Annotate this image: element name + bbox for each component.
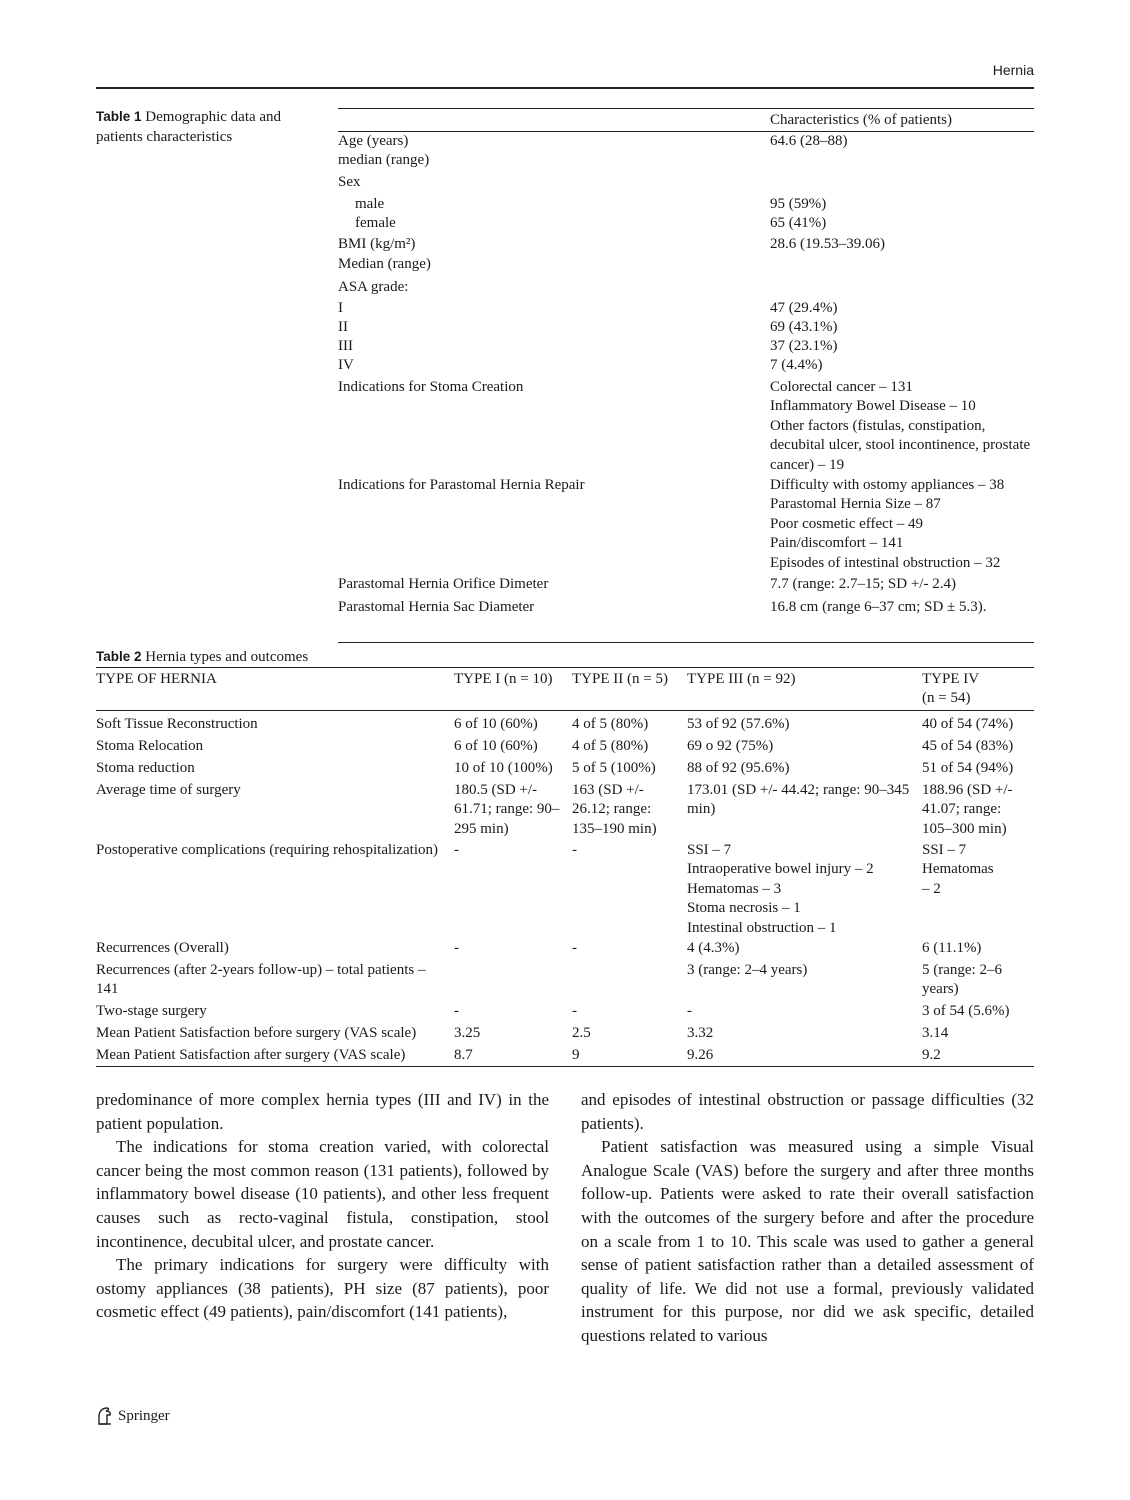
table2-row-cell: 3 of 54 (5.6%) — [922, 1003, 1010, 1019]
table2-row-cell: 3.25 — [454, 1025, 481, 1041]
table2-row — [96, 713, 1034, 735]
table2-row-cell: Soft Tissue Reconstruction — [96, 716, 258, 732]
table1-row-label: Indications for Stoma Creation — [338, 379, 524, 395]
table2-header-row — [96, 668, 1034, 711]
table2-row-cell: 9 — [572, 1047, 580, 1063]
table1-row-label: female — [355, 215, 396, 231]
table1-row-value: 7.7 (range: 2.7–15; SD +/- 2.4) — [770, 576, 956, 592]
table1-row-value: 28.6 (19.53–39.06) — [770, 236, 885, 252]
table2-row-cell: 3.32 — [687, 1025, 714, 1041]
table2-row-cell: - — [454, 940, 459, 956]
table2-row-cell: Stoma Relocation — [96, 738, 204, 754]
table2-row-cell: Stoma reduction — [96, 760, 195, 776]
table2-row-cell: 8.7 — [454, 1047, 473, 1063]
table1-row-label: Sex — [338, 174, 361, 190]
table2-row-cell: Average time of surgery — [96, 782, 241, 798]
table2-row-cell: 180.5 (SD +/- 61.71; range: 90–295 min) — [454, 782, 560, 837]
table1-row-label: III — [338, 338, 353, 354]
table2-row — [96, 1000, 1034, 1022]
table1-row-label: median (range) — [338, 152, 430, 168]
table1-row-label: Age (years) — [338, 133, 409, 149]
table1-row-value: 16.8 cm (range 6–37 cm; SD ± 5.3). — [770, 599, 987, 615]
table1-row-value: Difficulty with ostomy appliances – 38 Parastomal Hernia Size – 87 Poor cosmetic effect – 49 Pain/discomfort – 141 Episodes of intestinal obstruction – 32 — [770, 477, 1005, 571]
table2-row-cell: 45 of 54 (83%) — [922, 738, 1014, 754]
table2-caption — [96, 649, 308, 666]
table2-row-cell: - — [454, 842, 459, 858]
table2-row-cell: Recurrences (Overall) — [96, 940, 229, 956]
table2-row-cell: SSI – 7 Hematomas – 2 — [922, 842, 994, 897]
body-paragraph: predominance of more complex hernia types (III and IV) in the patient population. — [96, 1090, 549, 1133]
table2-row-cell: - — [572, 940, 577, 956]
table1-row-value: 47 (29.4%) — [770, 300, 838, 316]
table1-label: Table 1 — [96, 109, 142, 124]
header-rule — [96, 87, 1034, 89]
table2-row-cell: - — [572, 842, 577, 858]
table2-row — [96, 937, 1034, 959]
table2-row-cell: 188.96 (SD +/- 41.07; range: 105–300 min) — [922, 782, 1013, 837]
table1-row-label: Median (range) — [338, 256, 431, 272]
table1-row-label: male — [355, 196, 385, 212]
table2-row-cell: 4 of 5 (80%) — [572, 738, 649, 754]
springer-horse-icon — [96, 1406, 114, 1426]
table2-row-cell: 88 of 92 (95.6%) — [687, 760, 790, 776]
body-paragraph: Patient satisfaction was measured using a simple Visual Analogue Scale (VAS) before the surgery and after three months follow-up. Patients were asked to rate their overall satisfaction with the outcomes of the surgery before and after the procedure on a scale from 1 to 10. This scale was used to gather a general sense of patient satisfaction rather than a detailed assessment of quality of life. We did not use a formal, previously validated instrument for this purpose, nor did we ask specific, detailed questions related to various — [581, 1137, 1034, 1345]
table2-header-row-cell: TYPE III (n = 92) — [687, 671, 796, 687]
table2-row-cell: SSI – 7 Intraoperative bowel injury – 2 Hematomas – 3 Stoma necrosis – 1 Intestinal obstruction – 1 — [687, 842, 874, 936]
table2-row-cell: 10 of 10 (100%) — [454, 760, 553, 776]
table1-row-value: 65 (41%) — [770, 215, 827, 231]
body-paragraph: and episodes of intestinal obstruction or passage difficulties (32 patients). — [581, 1090, 1034, 1133]
table2-row-cell: Recurrences (after 2-years follow-up) – total patients – 141 — [96, 962, 426, 998]
table2-row-cell: 6 of 10 (60%) — [454, 716, 538, 732]
journal-name: Hernia — [992, 62, 1034, 78]
table2-row-cell: 69 o 92 (75%) — [687, 738, 774, 754]
body-column-right — [581, 1088, 1034, 1348]
table2-row-cell: - — [687, 1003, 692, 1019]
table1-row-label: II — [338, 319, 348, 335]
table1-body — [338, 132, 1034, 642]
table1-row-label: I — [338, 300, 343, 316]
table2-header-row-cell: TYPE I (n = 10) — [454, 671, 553, 687]
table2-label: Table 2 — [96, 649, 142, 664]
table2-row — [96, 1044, 1034, 1066]
table1-row-label: Parastomal Hernia Orifice Dimeter — [338, 576, 549, 592]
table1-row-label: Parastomal Hernia Sac Diameter — [338, 599, 535, 615]
table2-row — [96, 735, 1034, 757]
table2-row-cell: 9.26 — [687, 1047, 714, 1063]
table1-row-label: BMI (kg/m²) — [338, 236, 416, 252]
table2-row-cell: 51 of 54 (94%) — [922, 760, 1014, 776]
body-column-left — [96, 1088, 549, 1324]
table1-row-value: Colorectal cancer – 131 Inflammatory Bowel Disease – 10 Other factors (fistulas, constipation, decubital ulcer, stool incontinence, prostate cancer) – 19 — [770, 379, 1031, 473]
table1-row-value: 64.6 (28–88) — [770, 133, 848, 149]
table2-row-cell: 173.01 (SD +/- 44.42; range: 90–345 min) — [687, 782, 910, 818]
table2-row-cell: Two-stage surgery — [96, 1003, 207, 1019]
table2-row-cell: Postoperative complications (requiring rehospitalization) — [96, 842, 438, 858]
table1-row-value: 37 (23.1%) — [770, 338, 838, 354]
table1-row-label: ASA grade: — [338, 279, 409, 295]
table1 — [338, 108, 1034, 643]
table2-row-cell: 9.2 — [922, 1047, 941, 1063]
table2-row — [96, 1022, 1034, 1044]
table2-row-cell: 3 (range: 2–4 years) — [687, 962, 808, 978]
table2-row-cell: 40 of 54 (74%) — [922, 716, 1014, 732]
table2-row-cell: 2.5 — [572, 1025, 591, 1041]
publisher-name: Springer — [118, 1407, 170, 1424]
table2-row — [96, 959, 1034, 1000]
table1-row-label: Indications for Parastomal Hernia Repair — [338, 477, 585, 493]
footer — [96, 1406, 170, 1426]
table2-row-cell: 5 of 5 (100%) — [572, 760, 656, 776]
table1-row-value: 7 (4.4%) — [770, 357, 823, 373]
table2-row-cell: 4 (4.3%) — [687, 940, 740, 956]
table1-header — [338, 109, 1034, 132]
table2-caption-text: Hernia types and outcomes — [145, 649, 309, 665]
table2-header-row-cell: TYPE OF HERNIA — [96, 671, 217, 687]
table1-row-value: 95 (59%) — [770, 196, 827, 212]
table2-row-cell: 5 (range: 2–6 years) — [922, 962, 1002, 998]
table2-header-row-cell: TYPE IV (n = 54) — [922, 671, 980, 707]
table1-column-header: Characteristics (% of patients) — [770, 112, 953, 128]
table1-caption-text: Demographic data and patients characteristics — [96, 109, 282, 145]
table2-row-cell: - — [572, 1003, 577, 1019]
table2 — [96, 667, 1034, 1067]
table2-row-cell: Mean Patient Satisfaction before surgery (VAS scale) — [96, 1025, 417, 1041]
table1-caption — [96, 107, 326, 147]
body-paragraph: The primary indications for surgery were difficulty with ostomy appliances (38 patients), PH size (87 patients), poor cosmetic effect (49 patients), pain/discomfort (141 patients), — [96, 1255, 549, 1322]
table2-row — [96, 839, 1034, 937]
table2-row — [96, 779, 1034, 839]
table2-row-cell: 53 of 92 (57.6%) — [687, 716, 790, 732]
table1-row-label: IV — [338, 357, 354, 373]
body-paragraph: The indications for stoma creation varied, with colorectal cancer being the most common reason (131 patients), followed by inflammatory bowel disease (10 patients), and other less frequent causes such as recto-vaginal fistula, constipation, stool incontinence, decubital ulcer, and prostate cancer. — [96, 1137, 549, 1251]
table2-row-cell: Mean Patient Satisfaction after surgery (VAS scale) — [96, 1047, 406, 1063]
table2-row-cell: 163 (SD +/- 26.12; range: 135–190 min) — [572, 782, 657, 837]
table2-row-cell: - — [454, 1003, 459, 1019]
table2-row-cell: 3.14 — [922, 1025, 949, 1041]
table1-row-value: 69 (43.1%) — [770, 319, 838, 335]
table2-header-row-cell: TYPE II (n = 5) — [572, 671, 668, 687]
table2-row-cell: 4 of 5 (80%) — [572, 716, 649, 732]
table2-row-cell: 6 of 10 (60%) — [454, 738, 538, 754]
table2-row — [96, 757, 1034, 779]
table2-row-cell: 6 (11.1%) — [922, 940, 982, 956]
